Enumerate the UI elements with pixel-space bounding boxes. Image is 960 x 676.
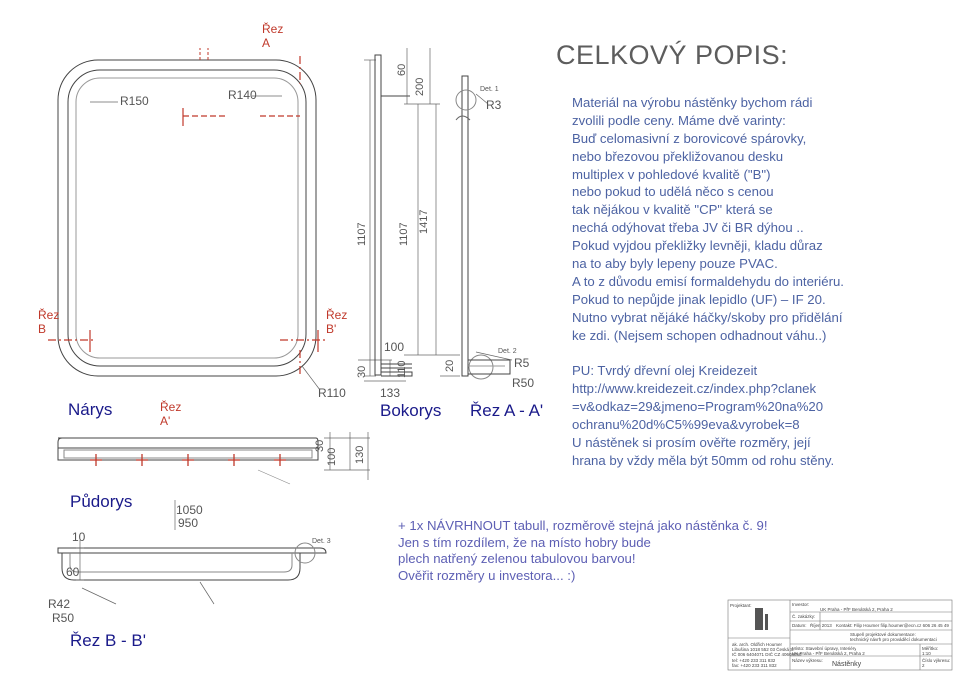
dim-1107-b: 1107 — [398, 222, 410, 246]
radius-r50-b: R50 — [52, 611, 75, 625]
tb-nazev-value: Nástěnky — [832, 661, 862, 668]
dim-60-b: 60 — [66, 565, 80, 579]
tb-datum-label: Datum: — [792, 623, 807, 628]
radius-r50: R50 — [512, 376, 535, 390]
description-line: http://www.kreidezeit.cz/index.php?clanek — [572, 381, 817, 397]
description-line: zvolili podle ceny. Máme dvě varinty: — [572, 112, 786, 128]
dim-1050: 1050 — [176, 503, 203, 517]
detail-3-label: Det. 3 — [312, 538, 331, 545]
section-mark-a-bottom: Řez A' — [160, 400, 182, 428]
dim-1417: 1417 — [418, 209, 430, 234]
view-title-narys: Nárys — [68, 400, 113, 419]
description-line: na to aby byly lepeny pouze PVAC. — [572, 256, 778, 272]
tb-meritko-label: Měřítko: — [922, 646, 939, 651]
radius-r150: R150 — [120, 94, 149, 108]
dim-100: 100 — [384, 340, 405, 354]
dim-110: 110 — [396, 360, 408, 378]
tb-stupen-value: technický návrh pro prováděcí dokumentaci — [850, 637, 937, 642]
dim-10: 10 — [72, 530, 86, 544]
tb-zakazka-label: Č. zakázky: — [792, 614, 816, 619]
tb-investor-value: UK Praha - PřF Benátská 2, Praha 2 — [820, 607, 893, 612]
description-line: multiplex v pohledové kvalitě ("B") — [572, 166, 771, 182]
tb-firm-line3: IČ 006 6404071 DIČ CZ 40608050 — [732, 652, 802, 657]
view-title-bokorys: Bokorys — [380, 401, 442, 420]
view-title-rez-bb: Řez B - B' — [70, 631, 146, 650]
section-mark-a-top: Řez A — [262, 22, 284, 50]
description-line: nechá odýhovat třeba JV či BR dýhou .. — [572, 220, 804, 236]
radius-r3: R3 — [486, 98, 502, 112]
description-line: PU: Tvrdý dřevní olej Kreidezeit — [572, 363, 758, 379]
tb-meritko-value: 1:10 — [922, 651, 931, 656]
tb-nazev-label: Název výkresu: — [792, 658, 823, 663]
tb-firm-line2: Libušina 1018 552 03 Česká S. — [732, 647, 795, 652]
description-line: ke zdi. (Nejsem schopen odhadnout váhu..) — [572, 327, 827, 343]
tb-kontakt-value: Kontakt: Filip Houmer filip.houmer@ecn.cz 606 26 45 49 — [836, 623, 949, 628]
section-mark-b-right: Řez B' — [326, 308, 348, 336]
tb-misto-value: Místo: Stavební úpravy, Interiéry — [792, 646, 857, 651]
view-title-rez-aa: Řez A - A' — [470, 401, 544, 420]
firm-logo — [755, 608, 768, 630]
note-line: + 1x NÁVRHNOUT tabull, rozměrově stejná jako nástěnka č. 9! — [398, 518, 768, 533]
radius-r42: R42 — [48, 597, 71, 611]
note-line: Jen s tím rozdílem, že na místo hobry bude — [398, 534, 651, 550]
description-line: Pokud vyjdou překližky levněji, kladu důraz — [572, 238, 823, 254]
description-line: Materiál na výrobu nástěnky bychom rádi — [572, 95, 813, 110]
dim-1107-a: 1107 — [356, 222, 368, 246]
dim-60: 60 — [396, 63, 408, 76]
dim-30: 30 — [356, 365, 368, 378]
description-line: nebo březovou překližovanou desku — [572, 148, 784, 164]
top-view-leaders — [258, 470, 290, 484]
tb-investor-label: Investor: — [792, 602, 810, 607]
description-line: ochranu%20d%C5%99eva&vyrobek=8 — [572, 417, 800, 433]
description-line: A to z důvodu emisí formaldehydu do interiéru. — [572, 273, 844, 289]
radius-r110: R110 — [318, 386, 346, 400]
description-line: Pokud to nepůjde jinak lepidlo (UF) – IF 20. — [572, 291, 826, 307]
radius-r140: R140 — [228, 88, 257, 102]
tb-firm-line4: tel: +420 233 311 832 — [732, 658, 776, 663]
note-line: Ověřit rozměry u investora... :) — [398, 567, 576, 583]
description-line: Nutno vybrat nějáké háčky/skoby pro přidělání — [572, 309, 843, 325]
dim-130: 130 — [354, 445, 366, 464]
tb-cislo-label: Číslo výkresu: — [922, 658, 951, 663]
section-mark-b-left: Řez B — [38, 308, 60, 336]
side-view — [375, 55, 412, 376]
description-line: =v&odkaz=29&jmeno=Program%20na%20 — [572, 399, 824, 415]
description-line: Buď celomasivní z borovicové spárovky, — [572, 130, 807, 146]
section-b-view — [58, 543, 326, 580]
tb-datum-value: Říjen 2013 — [810, 623, 832, 628]
tb-projektant-label: Projektant: — [730, 603, 752, 608]
view-title-pudorys: Půdorys — [70, 492, 133, 511]
description-line: nebo pokud to udělá něco s cenou — [572, 184, 774, 200]
note-line: plech natřený zelenou tabulovou barvou! — [398, 551, 636, 567]
detail-2-label: Det. 2 — [498, 348, 517, 355]
tb-firm-line1: ak. arch. Oldřich Houmer — [732, 642, 783, 647]
tb-stupen-label: Stupeň projektové dokumentace: — [850, 632, 916, 637]
dim-20: 20 — [444, 359, 456, 372]
front-view — [58, 48, 316, 376]
dim-133: 133 — [380, 386, 401, 400]
description-line: tak nějákou v kvalitě "CP" která se — [572, 202, 773, 218]
description-line: hrana by vždy měla být 50mm od rohu stěny. — [572, 452, 835, 468]
detail-1-label: Det. 1 — [480, 86, 499, 93]
tb-firm-line5: fax: +420 233 311 832 — [732, 663, 777, 668]
radius-r5: R5 — [514, 356, 530, 370]
dim-100-b: 100 — [326, 447, 338, 466]
dim-950: 950 — [178, 516, 199, 530]
dim-30-b: 30 — [314, 439, 326, 452]
description-line — [572, 344, 952, 362]
description-text — [572, 94, 952, 470]
tb-cislo-value: 2 — [922, 663, 925, 668]
section-a-view — [456, 76, 510, 379]
section-line-a — [183, 56, 300, 376]
dim-200: 200 — [414, 77, 426, 96]
tablet-note — [398, 518, 768, 584]
section-line-b — [48, 330, 326, 352]
description-line: U nástěnek si prosím ověřte rozměry, její — [572, 434, 811, 450]
tb-adresa-value: UK Praha - PřF Benátská 2, Praha 2 — [792, 651, 865, 656]
page-title: CELKOVÝ POPIS: — [556, 40, 789, 70]
